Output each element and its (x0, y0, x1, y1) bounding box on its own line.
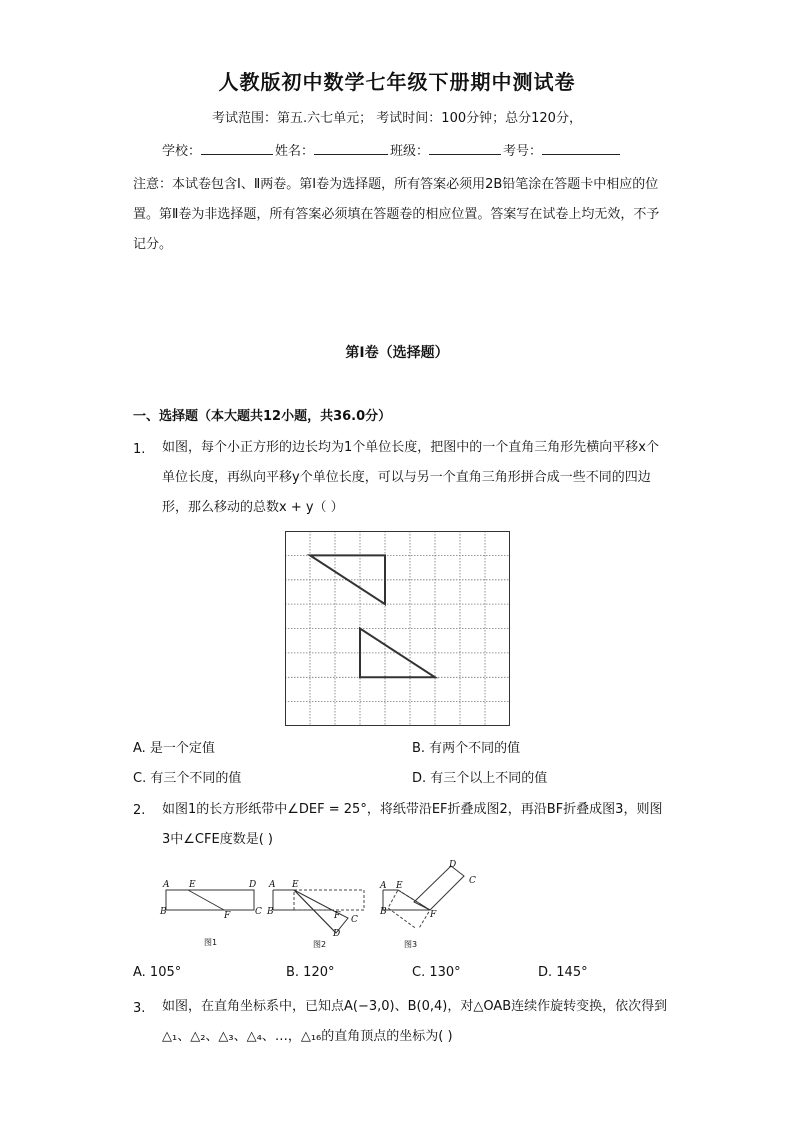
fig1-label-f: F (224, 911, 231, 921)
q2-figure-2 (266, 878, 372, 940)
exam-note: 注意：本试卷包含Ⅰ、Ⅱ两卷。第Ⅰ卷为选择题，所有答案必须用2B铅笔涂在答题卡中相应的位置。第Ⅱ卷为非选择题，所有答案必须填在答题卷的相应位置。答案写在试卷上均无效，不予记分。 (133, 177, 660, 252)
fig3-label-d: D (449, 860, 457, 870)
fig1-label-e: E (189, 880, 196, 890)
fig1-fold-line (188, 890, 224, 910)
exam-title: 人教版初中数学七年级下册期中测试卷 (218, 70, 576, 94)
fig3-label-e: E (396, 881, 403, 891)
q2-figure-3 (378, 858, 478, 928)
fig2-label-c: C (351, 915, 358, 925)
fig1-caption: 图1 (204, 938, 218, 947)
exam-info: 考试范围：第五.六七单元； 考试时间：100分钟；总分120分， (212, 111, 582, 126)
q1-number: 1. (133, 442, 146, 457)
q2-number: 2. (133, 803, 146, 818)
class-blank[interactable] (429, 142, 501, 155)
fig3-label-a: A (380, 881, 387, 891)
q1-option-c[interactable]: C. 有三个不同的值 (133, 771, 242, 786)
fig2-label-b: B (267, 907, 274, 917)
fig2-label-f: F (334, 911, 341, 921)
section-title: 第Ⅰ卷（选择题） (345, 345, 449, 361)
part-title: 一、选择题（本大题共12小题，共36.0分） (133, 409, 392, 424)
q1-option-a[interactable]: A. 是一个定值 (133, 741, 215, 756)
fig1-label-d: D (249, 880, 257, 890)
q3-number: 3. (133, 1001, 146, 1016)
fig1-label-a: A (163, 880, 170, 890)
q2-option-d[interactable]: D. 145° (538, 965, 588, 980)
q2-option-b[interactable]: B. 120° (286, 965, 335, 980)
fig1-label-c: C (255, 907, 262, 917)
q1-option-b[interactable]: B. 有两个不同的值 (412, 741, 521, 756)
fig2-label-d: D (333, 929, 341, 939)
school-blank[interactable] (201, 142, 273, 155)
exam-number-label: 考号： (503, 144, 543, 159)
fig3-label-c: C (469, 876, 476, 886)
fig2-dashed-original (294, 890, 364, 910)
q1-text: 如图，每个小正方形的边长均为1个单位长度，把图中的一个直角三角形先横向平移x个单位长度，再纵向平移y个单位长度，可以与另一个直角三角形拼合成一些不同的四边形，那么移动的总数x + y（ ） (162, 440, 659, 515)
fig2-label-e: E (292, 880, 299, 890)
student-info-row (162, 140, 622, 159)
fig2-label-a: A (269, 880, 276, 890)
fig1-label-b: B (160, 907, 167, 917)
q2-text: 如图1的长方形纸带中∠DEF = 25°，将纸带沿EF折叠成图2，再沿BF折叠成图3，则图3中∠CFE度数是( ) (162, 802, 663, 847)
class-label: 班级： (390, 144, 430, 159)
q2-option-c[interactable]: C. 130° (412, 965, 461, 980)
name-blank[interactable] (314, 142, 388, 155)
q2-option-a[interactable]: A. 105° (133, 965, 182, 980)
fig1-rectangle (166, 890, 254, 910)
exam-number-blank[interactable] (542, 142, 620, 155)
fig2-caption: 图2 (313, 940, 327, 949)
q1-option-d[interactable]: D. 有三个以上不同的值 (412, 771, 548, 786)
fig3-caption: 图3 (404, 940, 418, 949)
fig3-dashed-fold (388, 890, 430, 928)
fig3-strip (414, 866, 464, 910)
q1-grid-figure (285, 531, 510, 726)
fig3-label-f: F (430, 910, 437, 920)
q3-text: 如图，在直角坐标系中，已知点A(−3,0)、B(0,4)，对△OAB连续作旋转变换，依次得到△₁、△₂、△₃、△₄、…，△₁₆的直角顶点的坐标为( ) (162, 999, 668, 1044)
school-label: 学校： (162, 144, 202, 159)
name-label: 姓名： (275, 144, 315, 159)
fig3-label-b: B (380, 907, 387, 917)
